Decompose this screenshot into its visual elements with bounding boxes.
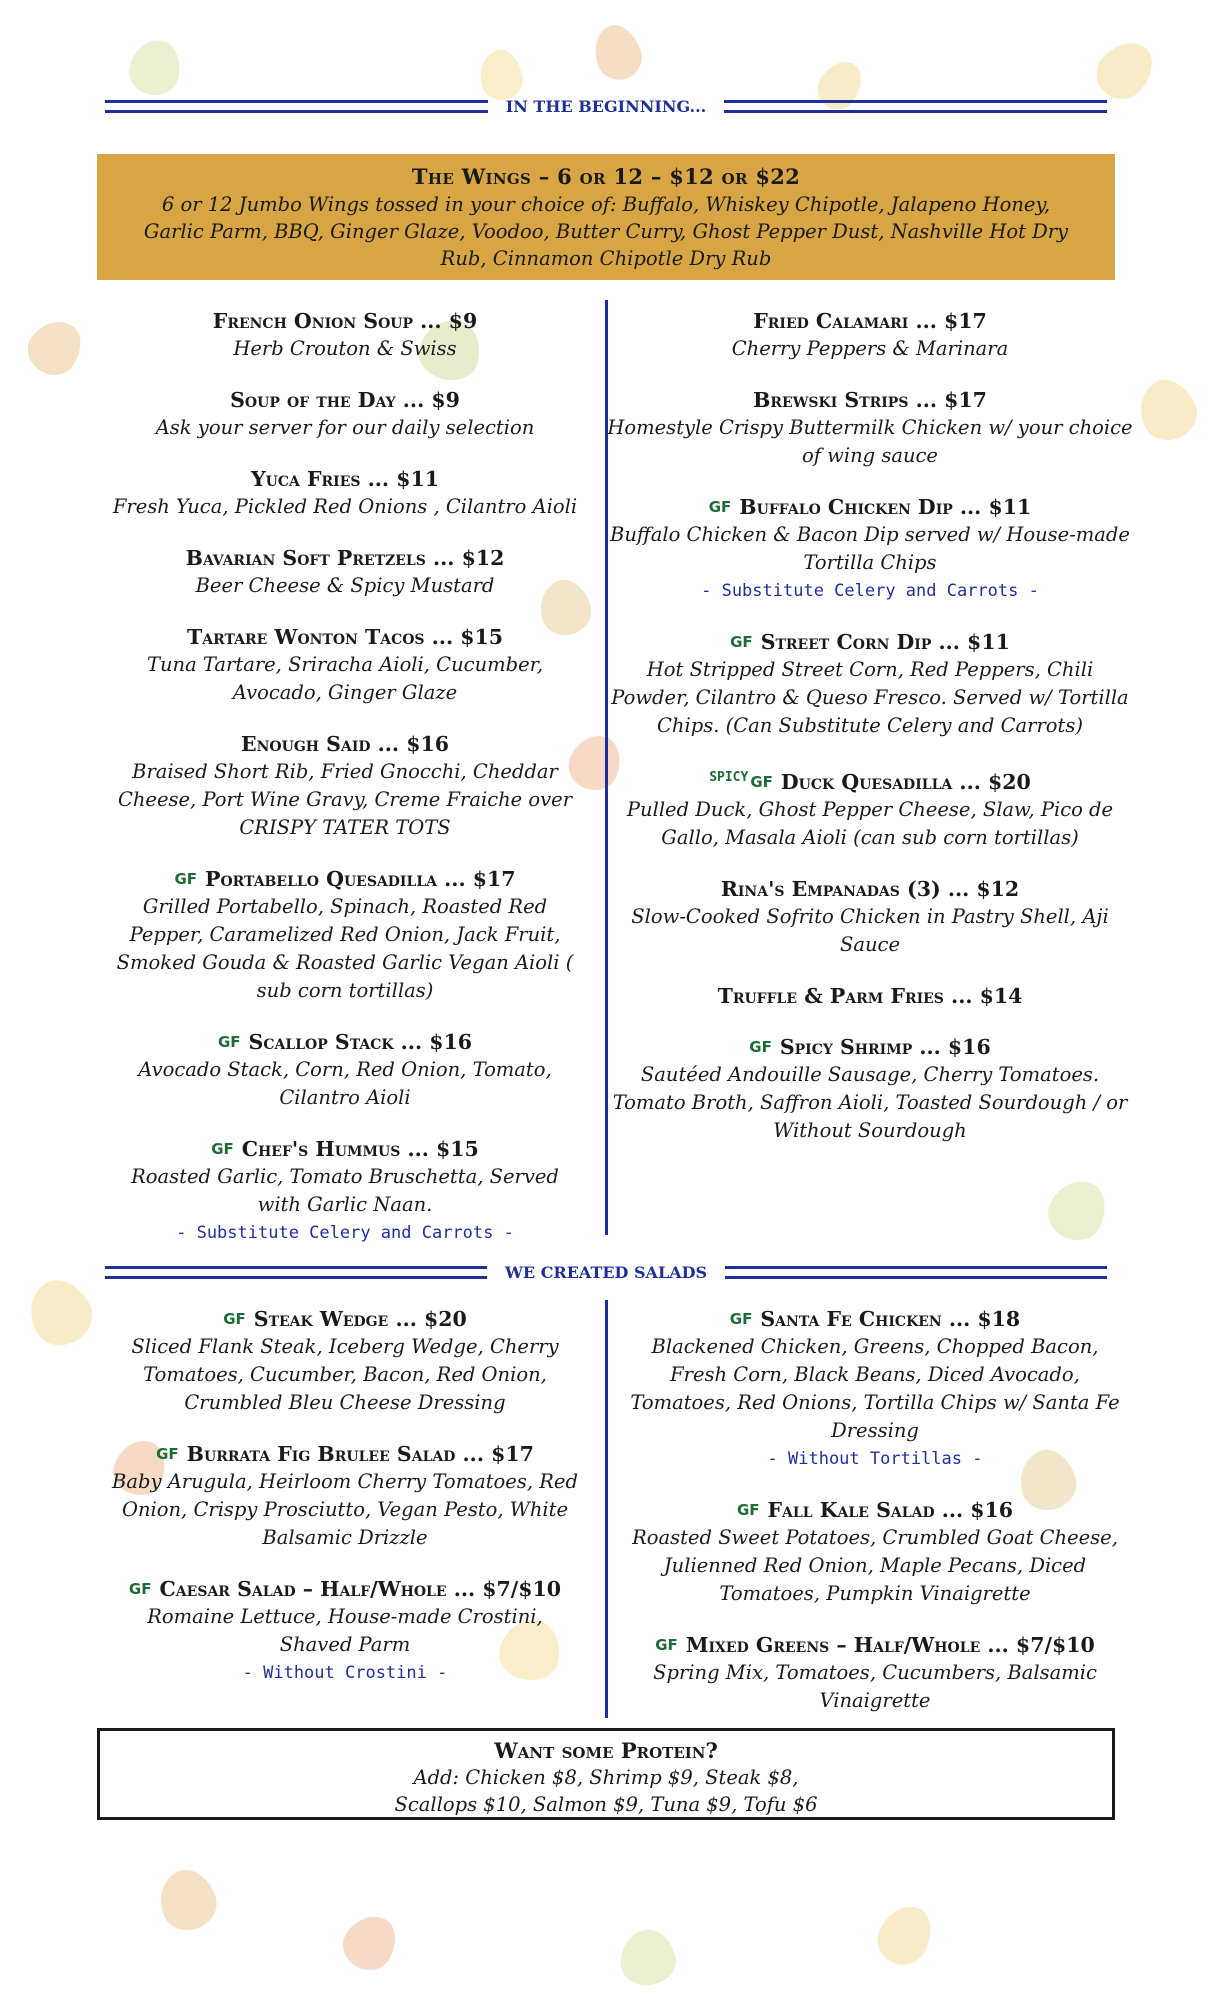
menu-item-title xyxy=(110,308,580,335)
menu-item-name-price: Duck Quesadilla ... $20 xyxy=(780,770,1031,794)
protein-title: Want some Protein? xyxy=(494,1738,718,1763)
menu-item-name-price: Caesar Salad – Half/Whole ... $7/$10 xyxy=(159,1577,562,1601)
menu-item xyxy=(110,545,580,600)
menu-item-title xyxy=(605,308,1135,335)
menu-item-title xyxy=(605,494,1135,521)
menu-item-description: Ask your server for our daily selection xyxy=(155,416,535,439)
menu-item-name-price: Santa Fe Chicken ... $18 xyxy=(760,1307,1021,1331)
menu-item xyxy=(110,1576,580,1687)
menu-item-name-price: Truffle & Parm Fries ... $14 xyxy=(717,984,1023,1008)
menu-item-note: - Without Tortillas - xyxy=(767,1449,983,1469)
menu-item-title xyxy=(110,1136,580,1163)
menu-item xyxy=(110,1306,580,1417)
menu-item-description: Roasted Sweet Potatoes, Crumbled Goat Cheese, Julienned Red Onion, Maple Pecans, Diced Tomatoes, Pumpkin Vinaigrette xyxy=(632,1526,1118,1605)
gluten-free-tag: GF xyxy=(223,1310,246,1328)
menu-item xyxy=(620,1306,1130,1473)
menu-item xyxy=(605,764,1135,852)
starters-left-column xyxy=(110,308,580,1271)
section-header-salads xyxy=(105,1262,1107,1282)
divider xyxy=(105,100,488,113)
menu-item-description: Sautéed Andouille Sausage, Cherry Tomatoes. Tomato Broth, Saffron Aioli, Toasted Sourdough / or Without Sourdough xyxy=(612,1063,1128,1142)
gluten-free-tag: GF xyxy=(156,1445,179,1463)
protein-addon-box xyxy=(97,1728,1115,1820)
menu-item-name-price: Soup of the Day ... $9 xyxy=(230,388,460,412)
divider xyxy=(724,100,1107,113)
menu-item-name-price: Mixed Greens – Half/Whole ... $7/$10 xyxy=(685,1633,1095,1657)
section-title: WE CREATED SALADS xyxy=(504,1262,708,1282)
menu-item-name-price: Enough Said ... $16 xyxy=(241,732,449,756)
menu-item-title xyxy=(620,1306,1130,1333)
menu-item-title xyxy=(110,545,580,572)
gluten-free-tag: GF xyxy=(655,1636,678,1654)
column-divider xyxy=(605,1300,608,1718)
menu-item-title xyxy=(110,731,580,758)
menu-item-name-price: Tartare Wonton Tacos ... $15 xyxy=(186,625,504,649)
menu-item-name-price: Spicy Shrimp ... $16 xyxy=(779,1035,991,1059)
menu-item-title xyxy=(110,1029,580,1056)
menu-item-title xyxy=(605,629,1135,656)
wings-banner xyxy=(97,154,1115,280)
gluten-free-tag: GF xyxy=(211,1140,234,1158)
gluten-free-tag: GF xyxy=(749,1038,772,1056)
menu-item-description: Hot Stripped Street Corn, Red Peppers, Chili Powder, Cilantro & Queso Fresco. Served w/ Tortilla Chips. (Can Substitute Celery and Carrots) xyxy=(611,658,1129,737)
menu-item-title xyxy=(110,1441,580,1468)
gluten-free-tag: GF xyxy=(730,633,753,651)
salads-left-column xyxy=(110,1306,580,1711)
menu-item-title xyxy=(110,624,580,651)
menu-item xyxy=(110,308,580,363)
menu-item-description: Spring Mix, Tomatoes, Cucumbers, Balsamic Vinaigrette xyxy=(653,1661,1097,1712)
menu-item-title xyxy=(605,764,1135,796)
leaf-decoration xyxy=(335,1906,406,1979)
menu-item-description: Grilled Portabello, Spinach, Roasted Red Pepper, Caramelized Red Onion, Jack Fruit, Smoked Gouda & Roasted Garlic Vegan Aioli ( sub corn tortillas) xyxy=(116,895,574,1002)
menu-item-description: Homestyle Crispy Buttermilk Chicken w/ your choice of wing sauce xyxy=(607,416,1133,467)
menu-item-title xyxy=(110,866,580,893)
menu-item-description: Cherry Peppers & Marinara xyxy=(731,337,1009,360)
menu-item-description: Fresh Yuca, Pickled Red Onions , Cilantro Aioli xyxy=(112,495,578,518)
menu-item xyxy=(110,731,580,842)
menu-item-title xyxy=(605,876,1135,903)
menu-item xyxy=(110,387,580,442)
menu-item xyxy=(605,387,1135,470)
leaf-decoration xyxy=(151,1862,223,1937)
menu-item-description: Baby Arugula, Heirloom Cherry Tomatoes, Red Onion, Crispy Prosciutto, Vegan Pesto, White Balsamic Drizzle xyxy=(112,1470,578,1549)
menu-item-name-price: Scallop Stack ... $16 xyxy=(248,1030,473,1054)
menu-item-note: - Substitute Celery and Carrots - xyxy=(176,1223,514,1243)
leaf-decoration xyxy=(1040,1171,1115,1249)
gluten-free-tag: GF xyxy=(128,1580,152,1598)
leaf-decoration xyxy=(126,36,185,99)
menu-item xyxy=(620,1497,1130,1608)
gluten-free-tag: GF xyxy=(174,870,198,888)
menu-item-name-price: Fall Kale Salad ... $16 xyxy=(767,1498,1014,1522)
menu-item xyxy=(605,876,1135,959)
leaf-decoration xyxy=(1130,371,1205,449)
protein-line: Add: Chicken $8, Shrimp $9, Steak $8, xyxy=(413,1766,799,1789)
spicy-tag: SPICY xyxy=(709,770,749,785)
menu-item xyxy=(605,494,1135,605)
menu-item-description: Slow-Cooked Sofrito Chicken in Pastry Shell, Aji Sauce xyxy=(631,905,1109,956)
menu-item-description: Herb Crouton & Swiss xyxy=(233,337,457,360)
gluten-free-tag: GF xyxy=(729,1310,753,1328)
menu-item xyxy=(605,983,1135,1010)
menu-item xyxy=(110,1441,580,1552)
menu-item-name-price: Rina's Empanadas (3) ... $12 xyxy=(720,877,1020,901)
starters-right-column xyxy=(605,308,1135,1169)
gluten-free-tag: GF xyxy=(217,1033,241,1051)
menu-item xyxy=(110,866,580,1005)
menu-item xyxy=(110,624,580,707)
leaf-decoration xyxy=(476,47,526,104)
menu-item-description: Buffalo Chicken & Bacon Dip served w/ House-made Tortilla Chips xyxy=(610,523,1130,574)
menu-item-title xyxy=(110,387,580,414)
wings-title: The Wings – 6 or 12 – $12 or $22 xyxy=(411,164,801,189)
divider xyxy=(725,1266,1107,1279)
menu-item-description: Pulled Duck, Ghost Pepper Cheese, Slaw, Pico de Gallo, Masala Aioli (can sub corn tortillas) xyxy=(626,798,1114,849)
menu-item-description: Braised Short Rib, Fried Gnocchi, Cheddar Cheese, Port Wine Gravy, Creme Fraiche over CRISPY TATER TOTS xyxy=(117,760,573,839)
menu-item-description: Blackened Chicken, Greens, Chopped Bacon, Fresh Corn, Black Beans, Diced Avocado, Tomatoes, Red Onions, Tortilla Chips w/ Santa Fe Dressing xyxy=(630,1335,1120,1442)
menu-item xyxy=(620,1632,1130,1715)
menu-item-title xyxy=(605,1034,1135,1061)
menu-item-description: Beer Cheese & Spicy Mustard xyxy=(195,574,495,597)
menu-item-name-price: Buffalo Chicken Dip ... $11 xyxy=(739,495,1032,519)
divider xyxy=(105,1266,487,1279)
menu-item-name-price: French Onion Soup ... $9 xyxy=(212,309,478,333)
menu-item-title xyxy=(620,1632,1130,1659)
salads-right-column xyxy=(620,1306,1130,1739)
leaf-decoration xyxy=(587,19,648,86)
leaf-decoration xyxy=(616,1926,680,1990)
menu-item-title xyxy=(110,1306,580,1333)
menu-item-description: Romaine Lettuce, House-made Crostini, Shaved Parm xyxy=(147,1605,543,1656)
menu-item-description: Sliced Flank Steak, Iceberg Wedge, Cherry Tomatoes, Cucumber, Bacon, Red Onion, Crumbled Bleu Cheese Dressing xyxy=(131,1335,559,1414)
menu-item xyxy=(605,629,1135,740)
menu-item-name-price: Burrata Fig Brulee Salad ... $17 xyxy=(186,1442,534,1466)
menu-item-name-price: Chef's Hummus ... $15 xyxy=(241,1137,479,1161)
leaf-decoration xyxy=(870,1897,941,1973)
menu-item-name-price: Portabello Quesadilla ... $17 xyxy=(205,867,516,891)
menu-item xyxy=(605,308,1135,363)
menu-item-name-price: Steak Wedge ... $20 xyxy=(253,1307,467,1331)
section-header-starters xyxy=(105,96,1107,116)
menu-item-note: - Substitute Celery and Carrots - xyxy=(701,581,1039,601)
menu-item-title xyxy=(605,387,1135,414)
leaf-decoration xyxy=(19,311,92,385)
protein-line: Scallops $10, Salmon $9, Tuna $9, Tofu $6 xyxy=(394,1793,818,1816)
menu-item-title xyxy=(110,466,580,493)
menu-item-name-price: Bavarian Soft Pretzels ... $12 xyxy=(185,546,505,570)
menu-item-name-price: Brewski Strips ... $17 xyxy=(753,388,987,412)
leaf-decoration xyxy=(18,1269,102,1355)
menu-item xyxy=(605,1034,1135,1145)
menu-item xyxy=(110,1029,580,1112)
menu-item xyxy=(110,466,580,521)
menu-item-description: Roasted Garlic, Tomato Bruschetta, Served with Garlic Naan. xyxy=(131,1165,559,1216)
menu-item-name-price: Yuca Fries ... $11 xyxy=(251,467,439,491)
gluten-free-tag: GF xyxy=(736,1501,760,1519)
gluten-free-tag: GF xyxy=(750,773,773,791)
menu-item-name-price: Street Corn Dip ... $11 xyxy=(760,630,1010,654)
gluten-free-tag: GF xyxy=(708,498,732,516)
menu-item-name-price: Fried Calamari ... $17 xyxy=(753,309,987,333)
menu-item-description: Avocado Stack, Corn, Red Onion, Tomato, Cilantro Aioli xyxy=(138,1058,552,1109)
wings-description: 6 or 12 Jumbo Wings tossed in your choice of: Buffalo, Whiskey Chipotle, Jalapeno Honey, Garlic Parm, BBQ, Ginger Glaze, Voodoo, Butter Curry, Ghost Pepper Dust, Nashville Hot Dry Rub, Cinnamon Chipotle Dry Rub xyxy=(143,193,1069,270)
section-title: IN THE BEGINNING... xyxy=(505,96,707,116)
menu-item-title xyxy=(620,1497,1130,1524)
menu-item-title xyxy=(605,983,1135,1010)
menu-item-note: - Without Crostini - xyxy=(242,1663,448,1683)
menu-item xyxy=(110,1136,580,1247)
menu-item-description: Tuna Tartare, Sriracha Aioli, Cucumber, Avocado, Ginger Glaze xyxy=(146,653,544,704)
menu-item-title xyxy=(110,1576,580,1603)
